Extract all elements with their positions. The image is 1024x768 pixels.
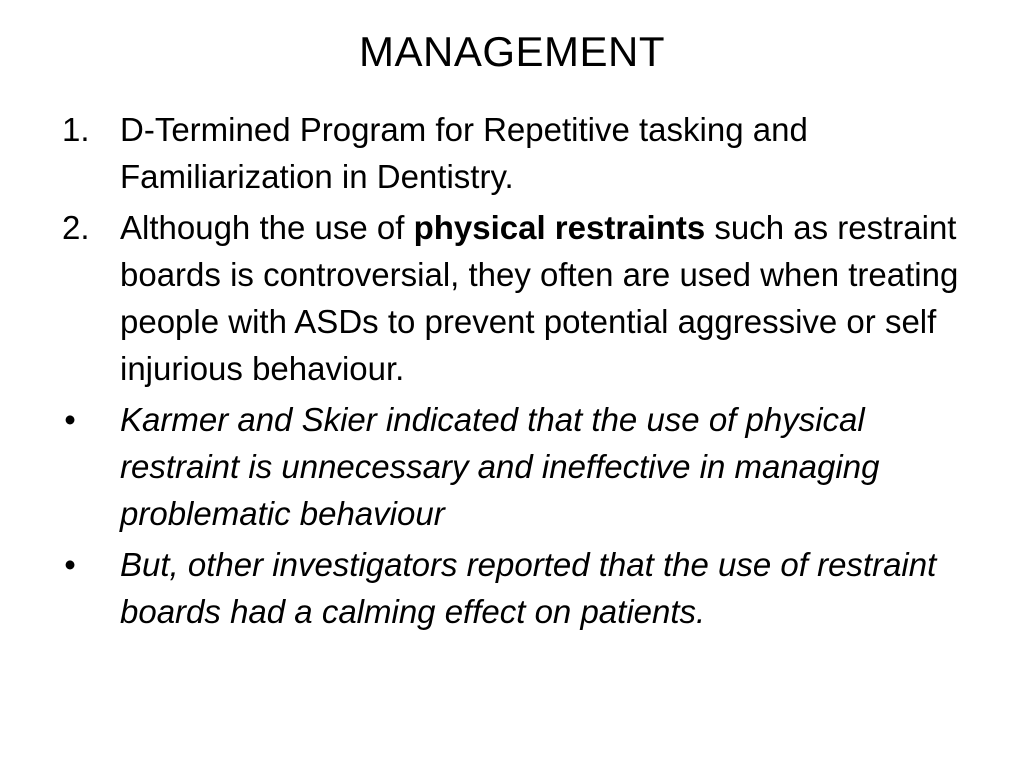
list-number-2: 2. <box>62 209 90 246</box>
list-number-1: 1. <box>62 111 90 148</box>
bullet-item-2 <box>62 541 992 635</box>
list-item-text-2 <box>120 209 958 387</box>
list-item-1 <box>62 106 992 200</box>
slide-title: MANAGEMENT <box>358 28 665 75</box>
bullet-icon: • <box>64 546 76 583</box>
list-item-text-1: D-Termined Program for Repetitive tasking and Familiarization in Dentistry. <box>120 111 808 195</box>
bullet-item-text-2: But, other investigators reported that the use of restraint boards had a calming effect on patients. <box>120 546 937 630</box>
slide-content-list <box>62 106 992 639</box>
bullet-item-1 <box>62 396 992 537</box>
list-item-text-2-before: Although the use of <box>120 209 414 246</box>
bullet-item-text-1: Karmer and Skier indicated that the use of physical restraint is unnecessary and ineffective in managing problematic behaviour <box>120 401 880 532</box>
bullet-icon: • <box>64 401 76 438</box>
bold-term-physical-restraints: physical restraints <box>413 209 706 246</box>
list-item-text-2-after: such as restraint boards is controversial, they often are used when treating people with ASDs to prevent potential aggressive or self injurious behaviour. <box>120 209 959 387</box>
list-item-2 <box>62 204 992 392</box>
